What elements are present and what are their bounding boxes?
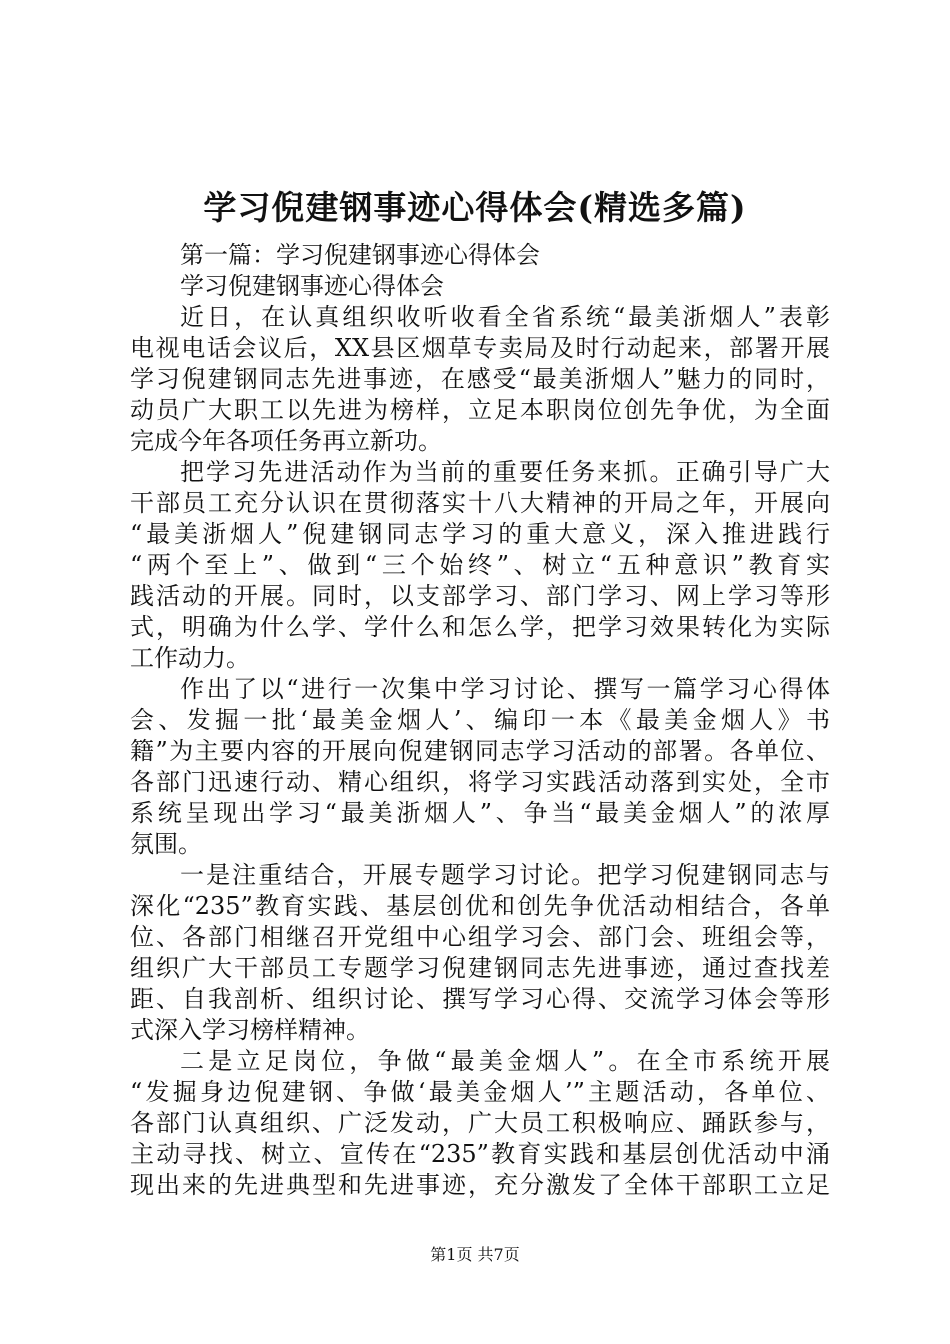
body-line: “最美浙烟人”倪建钢同志学习的重大意义，深入推进践行 — [130, 520, 830, 548]
body-line: 一是注重结合，开展专题学习讨论。把学习倪建钢同志与 — [180, 861, 830, 889]
body-line: 主动寻找、树立、宣传在“235”教育实践和基层创优活动中涌 — [130, 1140, 830, 1168]
body-line: 组织广大干部员工专题学习倪建钢同志先进事迹，通过查找差 — [130, 954, 830, 982]
body-line: 系统呈现出学习“最美浙烟人”、争当“最美金烟人”的浓厚 — [130, 799, 830, 827]
body-line: 式深入学习榜样精神。 — [130, 1016, 370, 1044]
body-line: “发掘身边倪建钢、争做‘最美金烟人’”主题活动，各单位、 — [130, 1078, 830, 1106]
body-line: 学习倪建钢同志先进事迹，在感受“最美浙烟人”魅力的同时， — [130, 365, 830, 393]
body-line: 把学习先进活动作为当前的重要任务来抓。正确引导广大 — [180, 458, 830, 486]
body-line: 距、自我剖析、组织讨论、撰写学习心得、交流学习体会等形 — [130, 985, 830, 1013]
body-line: 现出来的先进典型和先进事迹，充分激发了全体干部职工立足 — [130, 1171, 830, 1199]
body-line: 完成今年各项任务再立新功。 — [130, 427, 442, 455]
body-line: 动员广大职工以先进为榜样，立足本职岗位创先争优，为全面 — [130, 396, 830, 424]
body-line: 会、发掘一批‘最美金烟人’、编印一本《最美金烟人》书 — [130, 706, 830, 734]
body-line: 式，明确为什么学、学什么和怎么学，把学习效果转化为实际 — [130, 613, 830, 641]
body-line: 位、各部门相继召开党组中心组学习会、部门会、班组会等， — [130, 923, 830, 951]
body-line: 氛围。 — [130, 830, 202, 858]
body-line: 籍”为主要内容的开展向倪建钢同志学习活动的部署。各单位、 — [130, 737, 830, 765]
page-footer: 第1页 共7页 — [430, 1245, 520, 1264]
body-line: 各部门认真组织、广泛发动，广大员工积极响应、踊跃参与， — [130, 1109, 830, 1137]
body-line: 工作动力。 — [130, 644, 250, 672]
body-line: 第一篇：学习倪建钢事迹心得体会 — [180, 241, 540, 269]
body-line: 深化“235”教育实践、基层创优和创先争优活动相结合，各单 — [130, 892, 830, 920]
body-line: 干部员工充分认识在贯彻落实十八大精神的开局之年，开展向 — [130, 489, 830, 517]
body-line: 近日，在认真组织收听收看全省系统“最美浙烟人”表彰 — [180, 303, 830, 331]
document-body — [130, 240, 830, 1201]
body-line: “两个至上”、做到“三个始终”、树立“五种意识”教育实 — [130, 551, 830, 579]
body-line: 二是立足岗位，争做“最美金烟人”。在全市系统开展 — [180, 1047, 830, 1075]
body-line: 作出了以“进行一次集中学习讨论、撰写一篇学习心得体 — [180, 675, 830, 703]
body-line: 各部门迅速行动、精心组织，将学习实践活动落到实处，全市 — [130, 768, 830, 796]
body-line: 践活动的开展。同时，以支部学习、部门学习、网上学习等形 — [130, 582, 830, 610]
document-title: 学习倪建钢事迹心得体会(精选多篇) — [203, 188, 747, 227]
body-line: 电视电话会议后，XX县区烟草专卖局及时行动起来，部署开展 — [130, 334, 830, 362]
body-line: 学习倪建钢事迹心得体会 — [180, 272, 444, 300]
